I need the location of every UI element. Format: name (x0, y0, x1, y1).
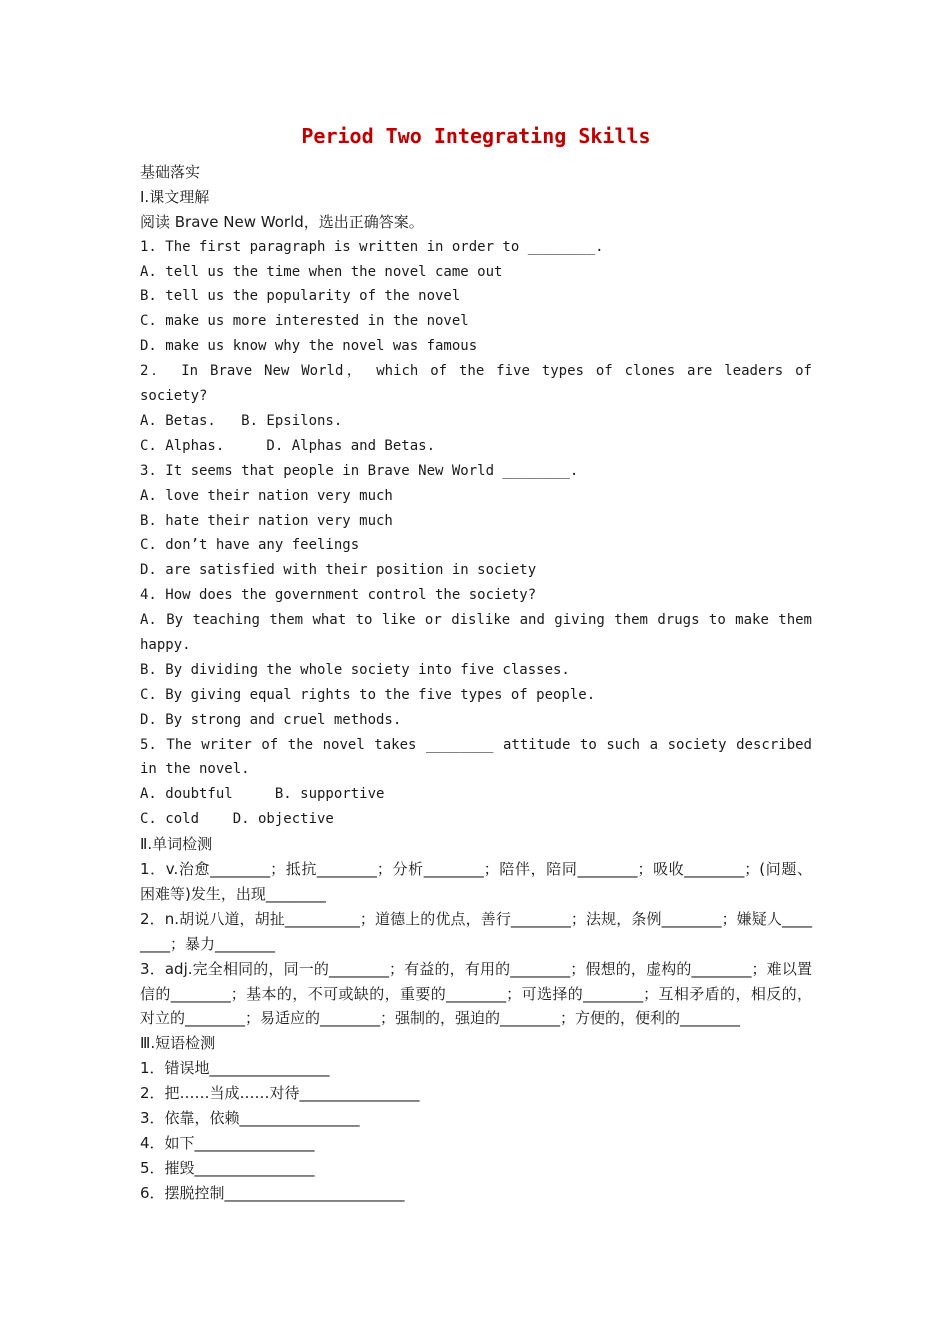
phrase-item-1: 1．错误地________________ (140, 1059, 330, 1078)
q1-option-d: D. make us know why the novel was famous (140, 338, 478, 355)
q4-option-a: A. By teaching them what to like or dislike and giving them drugs to make them happy. (140, 612, 812, 653)
vocab-item-2: 2．n.胡说八道，胡扯__________；道德上的优点，善行________；法规，条例________；嫌疑人________；暴力________ (140, 909, 812, 953)
q3-stem: 3. It seems that people in Brave New World ________. (140, 462, 579, 479)
q5-stem: 5. The writer of the novel takes ________ attitude to such a society described in the novel. (140, 736, 812, 778)
q2-options-cd: C. Alphas. D. Alphas and Betas. (140, 437, 436, 454)
phrase-item-5: 5．摧毁________________ (140, 1158, 315, 1177)
q1-stem: 1. The first paragraph is written in order to ________. (140, 238, 604, 255)
q4-option-d: D. By strong and cruel methods. (140, 711, 402, 728)
part1-heading: Ⅰ.课文理解 (140, 187, 210, 206)
q4-option-b: B. By dividing the whole society into five classes. (140, 661, 570, 678)
q2-stem: 2． In Brave New World， which of the five types of clones are leaders of society? (140, 363, 812, 405)
q1-option-a: A. tell us the time when the novel came out (140, 263, 503, 280)
vocab-item-3: 3．adj.完全相同的，同一的________；有益的，有用的________；假想的，虚构的________；难以置信的________；基本的，不可或缺的，重要的________；可选择的________；互相矛盾的，相反的，对立的________；易适应的________；强制的，强迫的________；方便的，便利的________ (140, 959, 812, 1028)
q1-option-c: C. make us more interested in the novel (140, 313, 469, 330)
q4-option-c: C. By giving equal rights to the five types of people. (140, 686, 596, 703)
phrase-item-4: 4．如下________________ (140, 1133, 315, 1152)
q3-option-c: C. don’t have any feelings (140, 537, 360, 554)
q1-option-b: B. tell us the popularity of the novel (140, 288, 461, 305)
q2-options-ab: A. Betas. B. Epsilons. (140, 412, 343, 429)
q3-option-d: D. are satisfied with their position in society (140, 562, 537, 579)
part2-heading: Ⅱ.单词检测 (140, 835, 213, 854)
q3-option-a: A. love their nation very much (140, 487, 393, 504)
phrase-item-6: 6．摆脱控制________________________ (140, 1183, 405, 1202)
document-page (140, 118, 812, 1206)
phrase-item-3: 3．依靠，依赖________________ (140, 1109, 360, 1128)
q5-options-ab: A. doubtful B. supportive (140, 786, 385, 803)
q5-options-cd: C. cold D. objective (140, 811, 334, 828)
q4-stem: 4. How does the government control the society? (140, 587, 537, 604)
q3-option-b: B. hate their nation very much (140, 512, 393, 529)
section-basic: 基础落实 (140, 163, 201, 181)
part1-instruction: 阅读 Brave New World，选出正确答案。 (140, 212, 424, 231)
phrase-item-2: 2．把……当成……对待________________ (140, 1084, 420, 1103)
page-title: Period Two Integrating Skills (301, 124, 651, 148)
vocab-item-1: 1．v.治愈________；抵抗________；分析________；陪伴，陪同________；吸收________；(问题、困难等)发生，出现________ (140, 860, 812, 903)
part3-heading: Ⅲ.短语检测 (140, 1034, 216, 1053)
